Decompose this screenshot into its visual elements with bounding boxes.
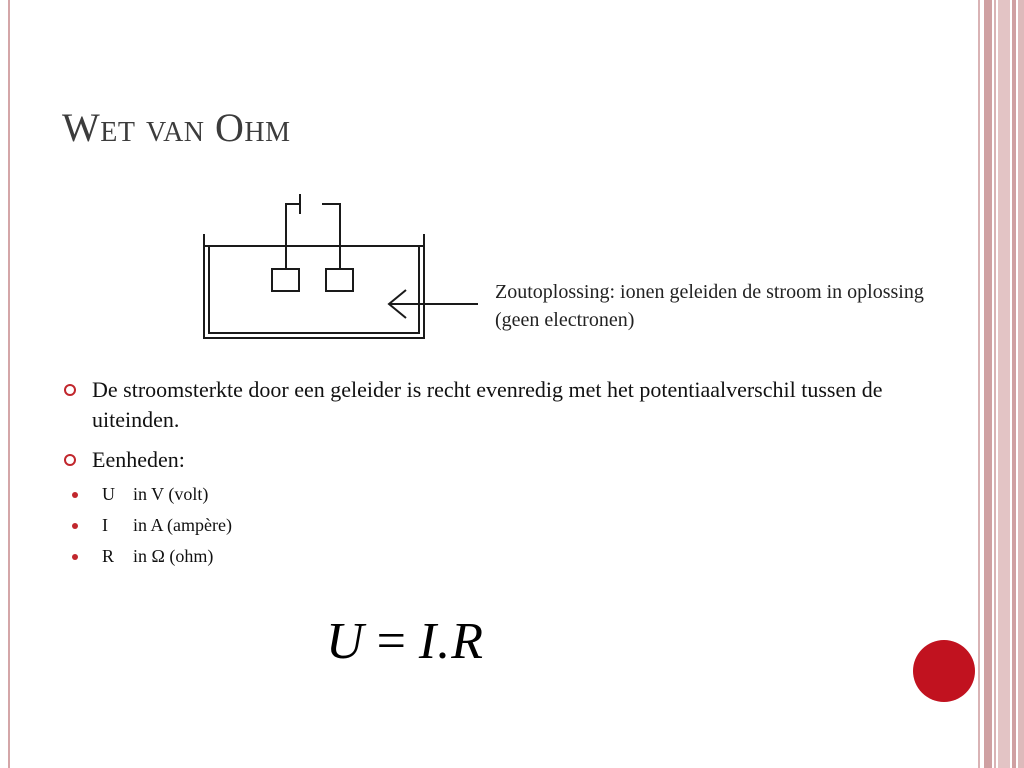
bullet-text: Eenheden:	[92, 447, 185, 472]
ring-bullet-icon	[64, 384, 76, 396]
dot-bullet-icon	[72, 492, 78, 498]
ring-bullet-icon	[64, 454, 76, 466]
bullet-item	[62, 375, 942, 435]
dot-bullet-icon	[72, 523, 78, 529]
unit-symbol: U	[102, 484, 115, 504]
unit-item	[62, 510, 942, 541]
unit-text: in A (ampère)	[133, 515, 232, 535]
unit-text: in Ω (ohm)	[133, 546, 214, 566]
bullet-item	[62, 445, 942, 572]
decorative-red-circle	[913, 640, 975, 702]
unit-item	[62, 479, 942, 510]
formula-rhs: I.R	[418, 613, 484, 670]
bullet-text: De stroomsterkte door een geleider is recht evenredig met het potentiaalverschil tussen de uiteinden.	[92, 377, 883, 432]
unit-symbol: I	[102, 515, 108, 535]
dot-bullet-icon	[72, 554, 78, 560]
diagram-caption: Zoutoplossing: ionen geleiden de stroom in oplossing (geen electronen)	[495, 281, 924, 331]
slide-left-border	[8, 0, 10, 768]
electrolysis-diagram	[196, 186, 486, 346]
page-title: Wet van Ohm	[62, 105, 291, 150]
decorative-right-band	[978, 0, 1024, 768]
unit-text: in V (volt)	[133, 484, 209, 504]
formula-lhs: U	[326, 613, 365, 670]
formula-equals: =	[376, 613, 407, 670]
unit-item	[62, 541, 942, 572]
ohm-formula	[326, 612, 484, 671]
units-sublist	[92, 479, 942, 572]
bullet-list	[62, 375, 942, 582]
unit-symbol: R	[102, 546, 115, 566]
